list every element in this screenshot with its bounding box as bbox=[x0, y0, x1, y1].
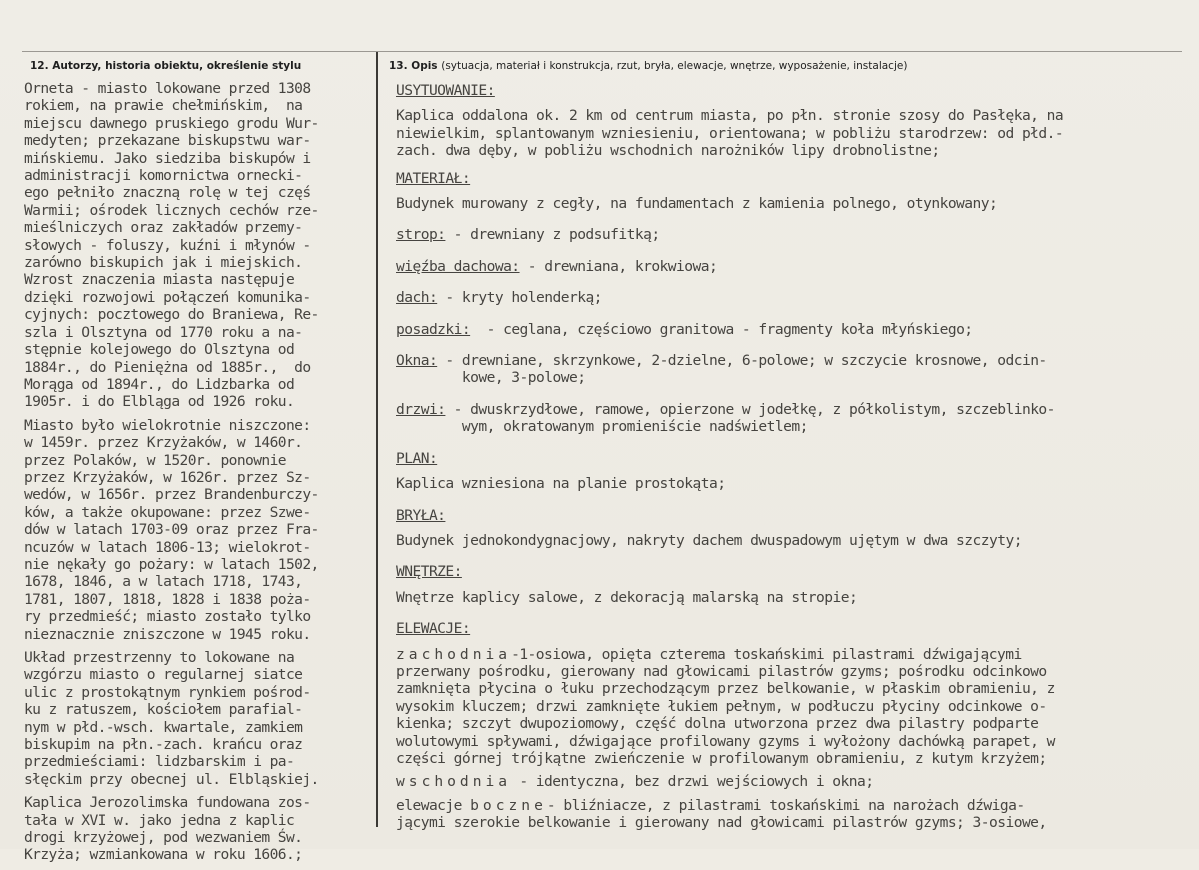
bryla-text: Budynek jednokondygnacjowy, nakryty dachem dwuspadowym ujętym w dwa szczyty; bbox=[396, 531, 1022, 549]
zachodnia-label: zachodnia bbox=[396, 645, 512, 663]
plan-text: Kaplica wzniesiona na planie prostokąta; bbox=[396, 475, 726, 493]
okna-line bbox=[396, 352, 1186, 387]
dach-label: dach: bbox=[396, 289, 438, 307]
wschodnia-paragraph bbox=[396, 773, 1186, 790]
history-column bbox=[24, 80, 374, 870]
wschodnia-text: - identyczna, bez drzwi wejściowych i okna; bbox=[511, 773, 874, 791]
right-header-number: 13. bbox=[389, 60, 408, 72]
plan-heading: PLAN: bbox=[396, 449, 438, 467]
material-text: Budynek murowany z cegły, na fundamentach z kamienia polnego, otynkowany; bbox=[396, 195, 998, 213]
strop-text: - drewniany z podsufitką; bbox=[445, 226, 660, 244]
zachodnia-paragraph bbox=[396, 646, 1186, 768]
okna-label: Okna: bbox=[396, 352, 438, 370]
right-header-bold: Opis bbox=[411, 60, 438, 72]
drzwi-text: - dwuskrzydłowe, ramowe, opierzone w jodełkę, z półkolistym, szczeblinko- wym, okratowanym promieniście nadświetlem; bbox=[453, 400, 1055, 436]
wiezba-text: - drewniana, krokwiowa; bbox=[519, 257, 718, 275]
history-paragraph-3: Układ przestrzenny to lokowane na wzgórzu miasto o regularnej siatce ulic z prostokątnym rynkiem pośrod- ku z ratuszem, kościołem parafial- nym w płd.-wsch. kwartale, zamkiem biskupim na płn.-zach. krańcu oraz przedmieściami: lidzbarskim i pa- słęckim przy obecnej ul. Elbląskiej. bbox=[24, 649, 319, 788]
drzwi-line bbox=[396, 401, 1186, 436]
wschodnia-label: wschodnia bbox=[396, 773, 512, 791]
right-header-light: (sytuacja, materiał i konstrukcja, rzut, bryła, elewacje, wnętrze, wyposażenie, instalacje) bbox=[441, 60, 908, 72]
left-header-number: 12. bbox=[30, 60, 49, 72]
boczne-label: boczne bbox=[470, 796, 547, 814]
column-divider bbox=[376, 52, 378, 827]
bryla-heading: BRYŁA: bbox=[396, 506, 446, 524]
posadzki-text: - ceglana, częściowo granitowa - fragmenty koła młyńskiego; bbox=[470, 320, 973, 338]
posadzki-line bbox=[396, 321, 1186, 338]
dach-text: - kryty holenderką; bbox=[437, 289, 602, 307]
history-paragraph-2: Miasto było wielokrotnie niszczone: w 1459r. przez Krzyżaków, w 1460r. przez Polaków, w 1520r. ponownie przez Krzyżaków, w 1626r. przez Sz- wedów, w 1656r. przez Brandenburczy- ków, a także okupowane: przez Szwe- dów w latach 1703-09 oraz przez Fra- ncuzów w latach 1806-13; wielokrot- nie nękały go pożary: w latach 1502, 1678, 1846, a w latach 1718, 1743, 1781, 1807, 1818, 1828 i 1838 poża- ry przedmieść; miasto zostało tylko nieznacznie zniszczone w 1945 roku. bbox=[24, 416, 319, 643]
description-column bbox=[396, 82, 1186, 832]
wnetrze-heading: WNĘTRZE: bbox=[396, 563, 462, 581]
elewacje-heading: ELEWACJE: bbox=[396, 620, 471, 638]
zachodnia-text: -1-osiowa, opięta czterema toskańskimi pilastrami dźwigającymi przerwany pośrodku, gierowany nad głowicami pilastrów gzyms; pośrodku odcinkowo zamknięta płycina o łuku przechodzącym przez belkowanie, w płaskim obramieniu, z wysokim kluczem; drzwi zamknięte łukiem pełnym, w podłuczu płyciny odcinkowe o- kienka; szczyt dwupoziomowy, część dolna utworzona przez dwa pilastry podparte wolutowymi spływami, dźwigające profilowany gzyms i wyłożony dachówką parapet, w części górnej trójkątne zwieńczenie w profilowanym obramieniu, z kutym krzyżem; bbox=[396, 645, 1055, 767]
history-paragraph-1: Orneta - miasto lokowane przed 1308 rokiem, na prawie chełmińskim, na miejscu dawnego pruskiego grodu Wur- medyten; przekazane biskupstwu war- mińskiemu. Jako siedziba biskupów i administracji komornictwa ornecki- ego pełniło znaczną rolę w tej częś Warmii; ośrodek licznych cechów rze- mieślniczych oraz zakładów przemy- słowych - foluszy, kuźni i młynów - zarówno biskupich jak i miejskich. Wzrost znaczenia miasta następuje dzięki rozwojowi połączeń komunika- cyjnych: pocztowego do Braniewa, Re- szla i Olsztyna od 1770 roku a na- stępnie kolejowego do Olsztyna od 1884r., do Pieniężna od 1885r., do Morąga od 1894r., do Lidzbarka od 1905r. i do Elbląga od 1926 roku. bbox=[24, 80, 319, 411]
boczne-paragraph bbox=[396, 797, 1186, 832]
boczne-prefix: elewacje bbox=[396, 796, 471, 814]
top-rule bbox=[22, 51, 1182, 52]
wiezba-line bbox=[396, 258, 1186, 275]
strop-line bbox=[396, 226, 1186, 243]
usytuowanie-heading: USYTUOWANIE: bbox=[396, 82, 495, 99]
drzwi-label: drzwi: bbox=[396, 400, 446, 418]
wnetrze-text: Wnętrze kaplicy salowe, z dekoracją malarską na stropie; bbox=[396, 588, 858, 606]
history-paragraph-4: Kaplica Jerozolimska fundowana zos- tała w XVI w. jako jedna z kaplic drogi krzyżowej, pod wezwaniem Św. Krzyża; wzmiankowana w roku 1606.; bbox=[24, 794, 311, 864]
material-heading: MATERIAŁ: bbox=[396, 169, 471, 187]
left-column-header bbox=[30, 60, 301, 72]
left-header-text: Autorzy, historia obiektu, określenie stylu bbox=[52, 60, 302, 72]
strop-label: strop: bbox=[396, 226, 446, 244]
boczne-text: - bliźniacze, z pilastrami toskańskimi na narożach dźwiga- jącymi szerokie belkowanie i gierowany nad głowicami pilastrów gzyms; 3-osiowe, bbox=[396, 796, 1047, 832]
posadzki-label: posadzki: bbox=[396, 320, 471, 338]
usytuowanie-text: Kaplica oddalona ok. 2 km od centrum miasta, po płn. stronie szosy do Pasłęka, na niewielkim, splantowanym wzniesieniu, orientowana; w pobliżu starodrzew: od płd.- zach. dwa dęby, w pobliżu wschodnich narożników lipy drobnolistne; bbox=[396, 107, 1064, 160]
wiezba-label: więźba dachowa: bbox=[396, 257, 520, 275]
dach-line bbox=[396, 289, 1186, 306]
right-column-header bbox=[389, 60, 907, 72]
okna-text: - drewniane, skrzynkowe, 2-dzielne, 6-polowe; w szczycie krosnowe, odcin- kowe, 3-polowe; bbox=[445, 352, 1047, 387]
